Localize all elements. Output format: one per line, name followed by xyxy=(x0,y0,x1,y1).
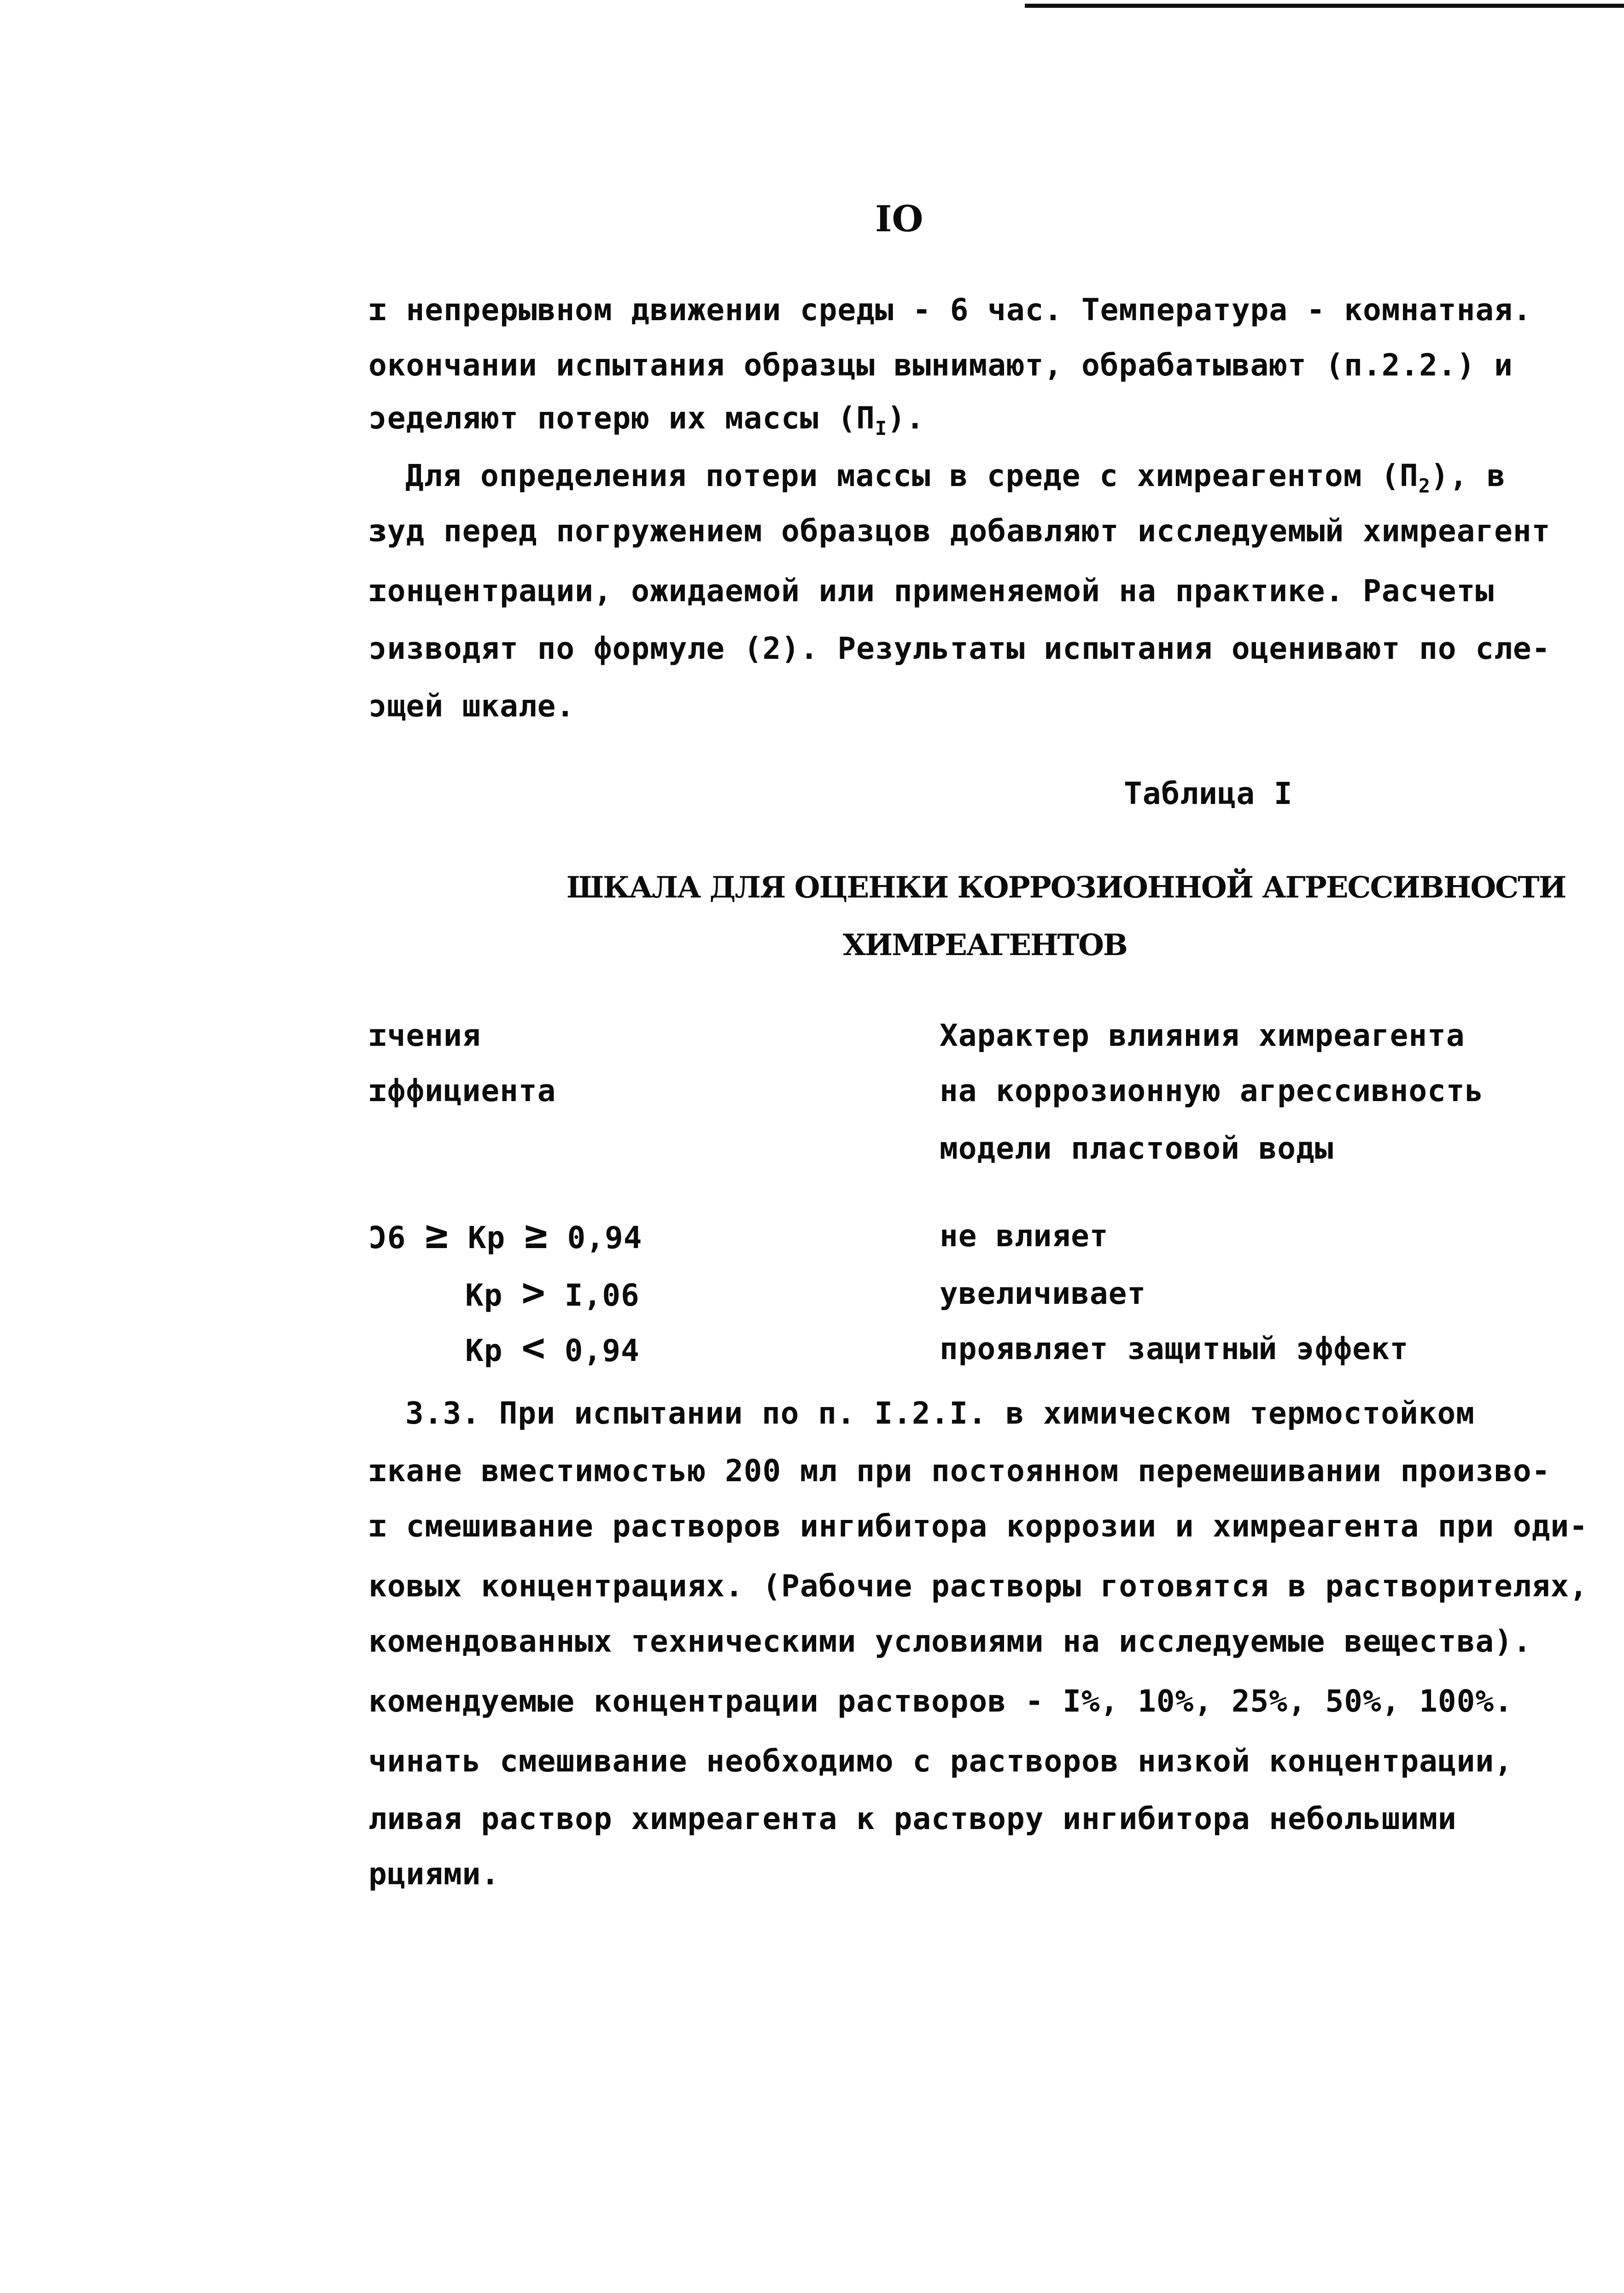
p3-line6: комендуемые концентрации растворов - I%, 10%, 25%, 50%, 100%. xyxy=(368,1683,1513,1719)
p1-line3-text: ɔеделяют потерю их массы (П xyxy=(368,400,875,436)
row2-rhs: I,06 xyxy=(564,1278,640,1313)
col1-header-line2: ɪффициента xyxy=(368,1073,556,1108)
table-row xyxy=(465,1325,640,1371)
row3-var: Кр xyxy=(465,1333,503,1368)
col2-header-line1: Характер влияния химреагента xyxy=(940,1018,1465,1053)
col2-header-line2: на коррозионную агрессивность xyxy=(940,1073,1484,1108)
row1-var: Кр xyxy=(467,1220,506,1255)
table-title-line2: ХИМРЕАГЕНТОВ xyxy=(843,928,1127,962)
p2-line5: ɔщей шкале. xyxy=(368,688,575,724)
p1-line3-end: ). xyxy=(887,400,925,436)
p3-line8: ливая раствор химреагента к раствору ингибитора небольшими xyxy=(368,1801,1457,1836)
p1-line1: ɪ непрерывном движении среды - 6 час. Температура - комнатная. xyxy=(368,292,1532,328)
p3-line7: чинать смешивание необходимо с растворов низкой концентрации, xyxy=(368,1743,1513,1779)
p1-line3 xyxy=(368,400,925,440)
row1-rhs: 0,94 xyxy=(567,1220,643,1255)
p2-line3: ɪонцентрации, ожидаемой или применяемой на практике. Расчеты xyxy=(368,573,1495,609)
p2-line1 xyxy=(405,458,1506,497)
p2-line1-subscript: 2 xyxy=(1418,475,1431,497)
p3-line9: рциями. xyxy=(368,1856,500,1892)
table-row xyxy=(368,1212,643,1258)
page-number: IO xyxy=(875,198,923,240)
table-row xyxy=(465,1269,640,1315)
row2-effect: увеличивает xyxy=(940,1276,1146,1311)
col2-header-line3: модели пластовой воды xyxy=(940,1131,1334,1166)
p1-line2: окончании испытания образцы вынимают, обрабатывают (п.2.2.) и xyxy=(368,347,1513,383)
p2-line4: ɔизводят по формуле (2). Результаты испытания оценивают по сле- xyxy=(368,631,1551,666)
row1-op1: ≥ xyxy=(425,1212,450,1258)
p3-line5: комендованных техническими условиями на исследуемые вещества). xyxy=(368,1624,1532,1659)
row2-op2: > xyxy=(521,1269,546,1315)
p1-line3-subscript: I xyxy=(875,417,888,440)
row1-op2: ≥ xyxy=(524,1212,549,1258)
row3-rhs: 0,94 xyxy=(564,1333,640,1368)
table-label: Таблица I xyxy=(1124,776,1293,811)
p3-line4: ковых концентрациях. (Рабочие растворы готовятся в растворителях, xyxy=(368,1568,1588,1604)
table-title-line1: ШКАЛА ДЛЯ ОЦЕНКИ КОРРОЗИОННОЙ АГРЕССИВНОСТИ xyxy=(567,870,1566,905)
col1-header-line1: ɪчения xyxy=(368,1018,481,1053)
p3-line2: ɪкане вместимостью 200 мл при постоянном перемешивании произво- xyxy=(368,1453,1551,1489)
row1-lhs: Ɔ6 xyxy=(368,1220,406,1255)
p3-line1: 3.3. При испытании по п. I.2.I. в химическом термостойком xyxy=(405,1396,1475,1431)
row3-effect: проявляет защитный эффект xyxy=(940,1331,1409,1366)
top-rule xyxy=(1025,4,1624,8)
row3-op2: < xyxy=(521,1325,546,1371)
p2-line2: ɜуд перед погружением образцов добавляют исследуемый химреагент xyxy=(368,513,1551,549)
row1-effect: не влияет xyxy=(940,1218,1109,1254)
p3-line3: ɪ смешивание растворов ингибитора коррозии и химреагента при оди- xyxy=(368,1508,1588,1544)
row2-var: Кр xyxy=(465,1278,503,1313)
p2-line1-end: ), в xyxy=(1431,458,1506,493)
p2-line1-text: Для определения потери массы в среде с химреагентом (П xyxy=(405,458,1419,493)
